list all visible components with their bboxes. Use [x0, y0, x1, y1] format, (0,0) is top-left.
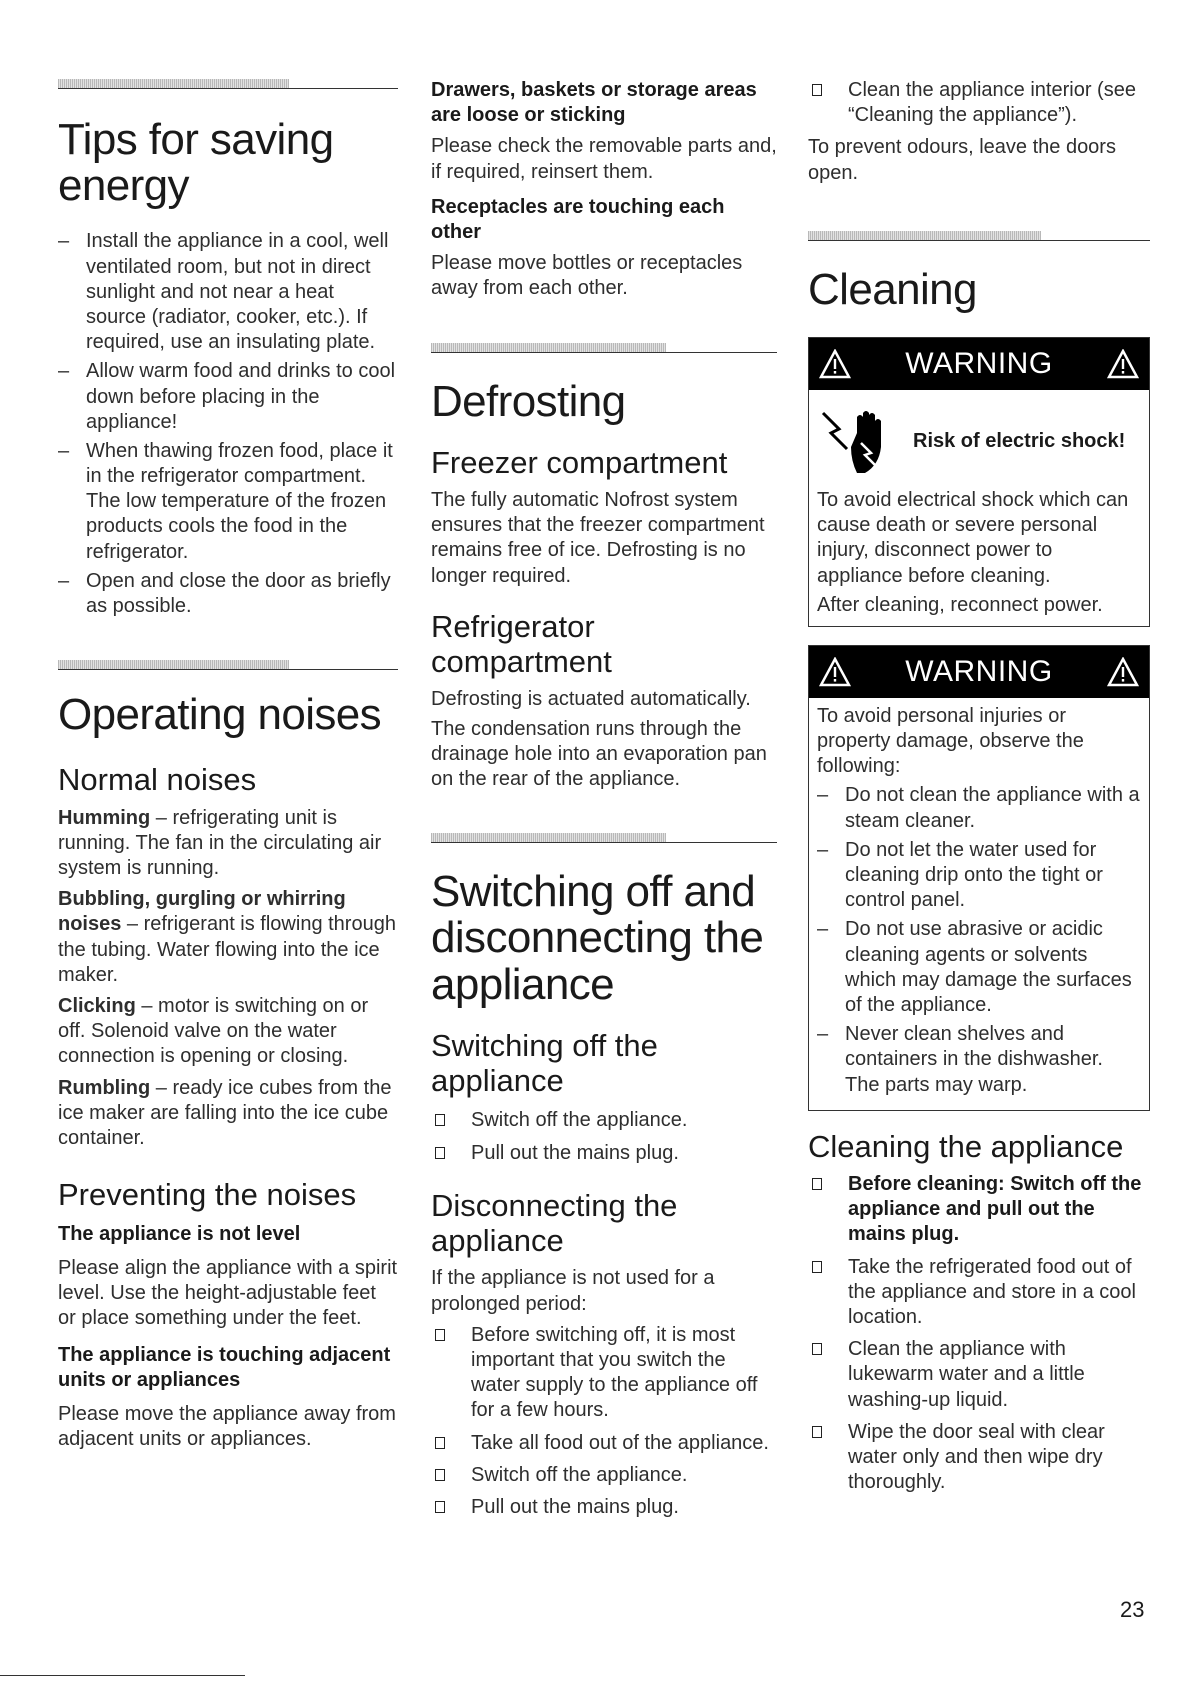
- section-rule: [58, 659, 398, 670]
- list-item: Switch off the appliance.: [431, 1108, 777, 1133]
- list-item: – Install the appliance in a cool, well ventilated room, but not in direct sunlight and not near a heat source (radiator, cooker, etc.). If required, use an insulating plate.: [58, 230, 389, 354]
- warning-label: WARNING: [905, 346, 1053, 380]
- rumbling-paragraph: Rumbling – ready ice cubes from the ice maker are falling into the ice cube container.: [58, 1076, 392, 1149]
- touching-subheading: The appliance is touching adjacent units or appliances: [58, 1344, 391, 1392]
- humming-paragraph: Humming – refrigerating unit is running. The fan in the circulating air system is running.: [58, 806, 382, 880]
- freezer-text: The fully automatic Nofrost system ensures that the freezer compartment remains free of ice. Defrosting is no longer required.: [431, 489, 765, 587]
- footer-rule: [0, 1675, 245, 1676]
- column-right: [808, 78, 1150, 1502]
- refrigerator-text-1: Defrosting is actuated automatically.: [431, 688, 751, 711]
- injury-warning-intro: To avoid personal injuries or property damage, observe the following:: [817, 704, 1084, 778]
- warning-triangle-icon: [819, 349, 851, 379]
- energy-heading: Tips for saving energy: [58, 115, 334, 211]
- list-item: Before cleaning: Switch off the appliance and pull out the mains plug.: [808, 1172, 1150, 1248]
- drawers-subheading: Drawers, baskets or storage areas are loose or sticking: [431, 79, 757, 127]
- list-item: – Allow warm food and drinks to cool down before placing in the appliance!: [58, 360, 396, 433]
- column-left: [58, 78, 398, 1452]
- section-rule: [808, 230, 1150, 241]
- list-item: Clean the appliance interior (see “Cleaning the appliance”).: [808, 78, 1150, 128]
- list-item: – Do not clean the appliance with a steam cleaner.: [817, 784, 1140, 832]
- clicking-paragraph: Clicking – motor is switching on or off. Solenoid valve on the water connection is opening or closing.: [58, 995, 369, 1068]
- warning-bar: [809, 646, 1149, 698]
- list-item: Switch off the appliance.: [431, 1463, 777, 1488]
- preventing-noises-heading: Preventing the noises: [58, 1177, 357, 1213]
- touching-text: Please move the appliance away from adjacent units or appliances.: [58, 1402, 396, 1450]
- list-item: Wipe the door seal with clear water only and then wipe dry thoroughly.: [808, 1420, 1150, 1496]
- injury-warning-list: [817, 783, 1141, 1097]
- receptacles-subheading: Receptacles are touching each other: [431, 195, 725, 243]
- section-rule: [58, 78, 398, 89]
- energy-tips-list: [58, 229, 398, 619]
- warning-box-injury: [808, 645, 1150, 1111]
- defrosting-heading: Defrosting: [431, 376, 626, 426]
- interior-list: [808, 78, 1150, 128]
- switch-off-heading: Switching off the appliance: [431, 1027, 658, 1099]
- normal-noises-heading: Normal noises: [58, 762, 257, 798]
- refrigerator-heading: Refrigerator compartment: [431, 608, 612, 680]
- section-rule: [431, 832, 777, 843]
- list-item: Take all food out of the appliance.: [431, 1431, 777, 1456]
- list-item: – Open and close the door as briefly as possible.: [58, 569, 391, 617]
- reconnect-text: After cleaning, reconnect power.: [817, 593, 1103, 616]
- list-item: Before switching off, it is most important that you switch the water supply to the appliance off for a few hours.: [431, 1323, 777, 1424]
- disconnect-list: [431, 1323, 777, 1520]
- refrigerator-text-2: The condensation runs through the drainage hole into an evaporation pan on the rear of the appliance.: [431, 717, 767, 790]
- disconnect-heading: Disconnecting the appliance: [431, 1187, 678, 1259]
- warning-triangle-icon: [1107, 349, 1139, 379]
- warning-bar: [809, 338, 1149, 390]
- shock-warning-text: Risk of electric shock!: [913, 430, 1126, 453]
- warning-label: WARNING: [905, 654, 1053, 688]
- list-item: Clean the appliance with lukewarm water and a little washing-up liquid.: [808, 1337, 1150, 1413]
- switch-off-list: [431, 1108, 777, 1165]
- list-item: Take the refrigerated food out of the appliance and store in a cool location.: [808, 1255, 1150, 1331]
- warning-triangle-icon: [1107, 657, 1139, 687]
- not-level-text: Please align the appliance with a spirit level. Use the height-adjustable feet or place something under the feet.: [58, 1256, 398, 1330]
- disconnect-intro: If the appliance is not used for a prolonged period:: [431, 1267, 715, 1315]
- list-item: – Never clean shelves and containers in the dishwasher. The parts may warp.: [817, 1023, 1103, 1096]
- list-item: – When thawing frozen food, place it in the refrigerator compartment. The low temperature of the frozen products cools the food in the refrigerator.: [58, 439, 393, 563]
- cleaning-appliance-heading: Cleaning the appliance: [808, 1128, 1124, 1164]
- odours-text: To prevent odours, leave the doors open.: [808, 136, 1116, 184]
- cleaning-heading: Cleaning: [808, 264, 977, 314]
- switching-heading: Switching off and disconnecting the appliance: [431, 867, 764, 1009]
- cleaning-steps-list: [808, 1172, 1150, 1495]
- receptacles-text: Please move bottles or receptacles away from each other.: [431, 252, 743, 300]
- electric-shock-hand-icon: [817, 403, 907, 481]
- list-item: – Do not use abrasive or acidic cleaning agents or solvents which may damage the surfaces of the appliance.: [817, 918, 1132, 1016]
- warning-box-shock: [808, 337, 1150, 627]
- freezer-heading: Freezer compartment: [431, 444, 728, 480]
- page-number: 23: [1120, 1597, 1145, 1622]
- column-middle: [431, 78, 777, 1527]
- list-item: Pull out the mains plug.: [431, 1495, 777, 1520]
- list-item: Pull out the mains plug.: [431, 1141, 777, 1166]
- drawers-text: Please check the removable parts and, if required, reinsert them.: [431, 135, 777, 183]
- noises-heading: Operating noises: [58, 690, 382, 740]
- section-rule: [431, 342, 777, 353]
- bubbling-paragraph: Bubbling, gurgling or whirring noises – refrigerant is flowing through the tubing. Water flowing into the ice maker.: [58, 888, 396, 986]
- warning-triangle-icon: [819, 657, 851, 687]
- shock-warning-body: To avoid electrical shock which can cause death or severe personal injury, disconnect power to appliance before cleaning.: [817, 488, 1129, 587]
- list-item: – Do not let the water used for cleaning drip onto the tight or control panel.: [817, 838, 1103, 912]
- not-level-subheading: The appliance is not level: [58, 1223, 301, 1246]
